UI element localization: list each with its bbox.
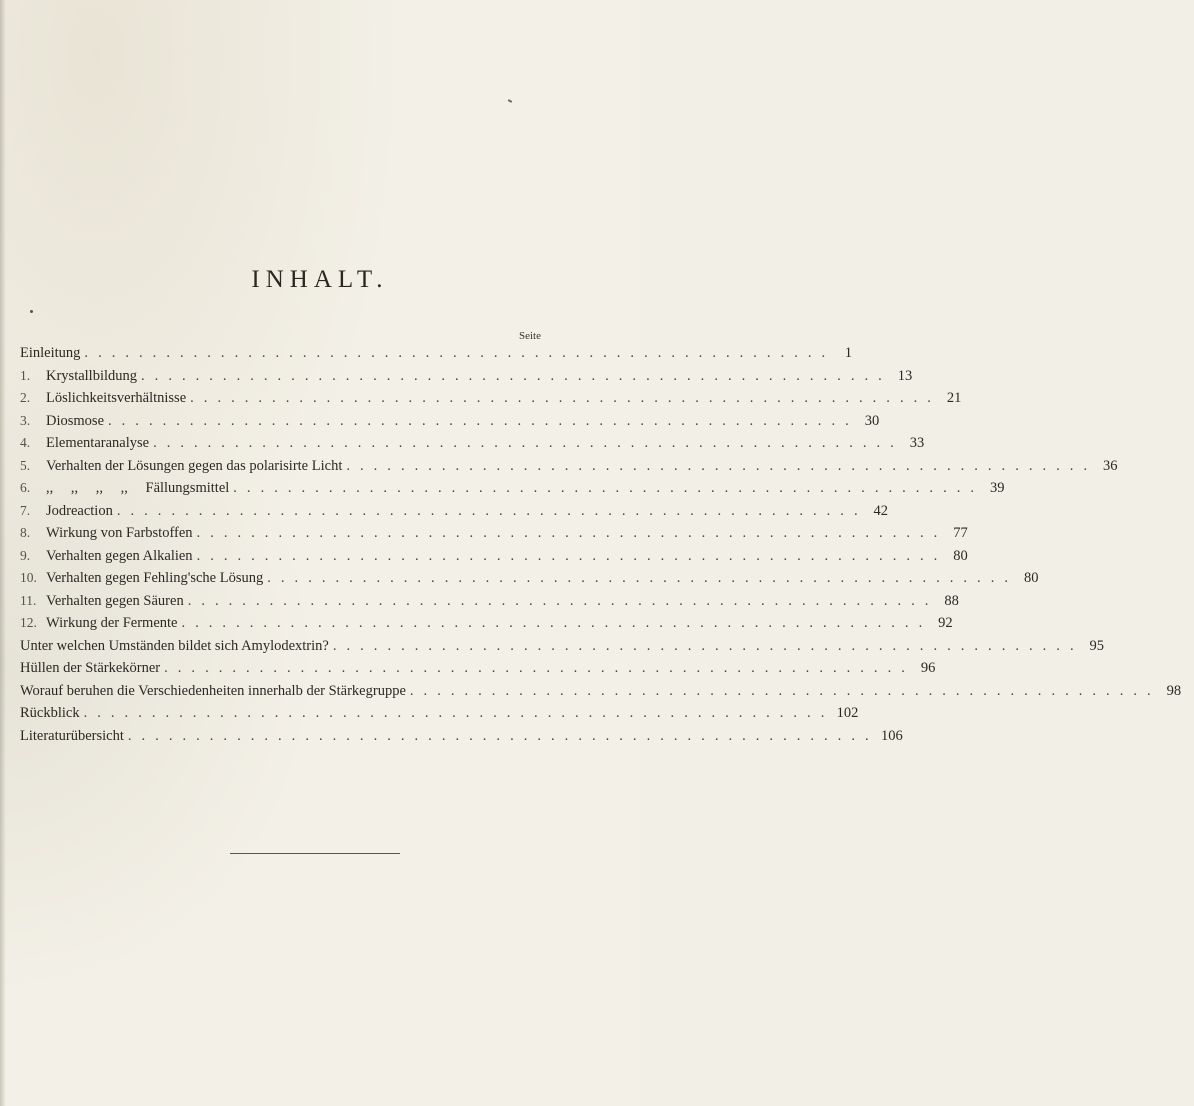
toc-entry-page: 77	[953, 525, 968, 541]
toc-entry-text: Worauf beruhen die Verschiedenheiten innerhalb der Stärkegruppe	[20, 682, 406, 699]
toc-entry-number: 10.	[20, 570, 37, 585]
toc-entry-4	[20, 432, 925, 455]
toc-entry-huellen	[20, 657, 936, 680]
toc-entry-page: 33	[909, 435, 925, 451]
toc-entry-number: 12.	[20, 615, 37, 630]
toc-entry-11	[20, 590, 959, 613]
toc-entry-page: 36	[1103, 457, 1118, 474]
dot-leader: . . . . . . . . . . . . . . . . . . . . . . . . . . . . . . . . . . . . . . . . . . . . . . . . . . . . . . .	[181, 615, 926, 631]
toc-entry-number: 4.	[20, 435, 31, 450]
page-column-header: Seite	[519, 330, 541, 342]
toc-entry-page: 95	[1089, 637, 1105, 654]
toc-entry-8	[20, 522, 968, 545]
dot-leader: . . . . . . . . . . . . . . . . . . . . . . . . . . . . . . . . . . . . . . . . . . . . . . . . . . . . . . .	[116, 502, 861, 519]
table-of-contents	[20, 342, 1182, 747]
dot-leader: . . . . . . . . . . . . . . . . . . . . . . . . . . . . . . . . . . . . . . . . . . . . . . . . . . . . . . .	[108, 412, 852, 429]
paper-speck	[508, 99, 512, 103]
toc-entry-einleitung	[20, 342, 852, 365]
toc-entry-rueckblick	[20, 702, 859, 725]
toc-entry-text: Einleitung	[20, 345, 81, 361]
dot-leader: . . . . . . . . . . . . . . . . . . . . . . . . . . . . . . . . . . . . . . . . . . . . . . . . . . . . . . .	[141, 367, 885, 384]
toc-entry-page: 80	[953, 547, 968, 564]
toc-entry-text: Löslichkeitsverhältnisse	[46, 390, 187, 406]
toc-entry-literatur	[20, 725, 903, 748]
toc-entry-page: 1	[844, 345, 852, 361]
toc-entry-text: Rückblick	[20, 705, 80, 721]
toc-entry-text: Wirkung der Fermente	[46, 615, 178, 631]
dot-leader: . . . . . . . . . . . . . . . . . . . . . . . . . . . . . . . . . . . . . . . . . . . . . . . . . . . . . . .	[190, 390, 935, 406]
dot-leader: . . . . . . . . . . . . . . . . . . . . . . . . . . . . . . . . . . . . . . . . . . . . . . . . . . . . . . .	[164, 660, 909, 676]
closing-rule	[230, 853, 400, 854]
toc-entry-page: 102	[836, 705, 859, 721]
page-edge-shadow	[0, 0, 6, 1106]
dot-leader: . . . . . . . . . . . . . . . . . . . . . . . . . . . . . . . . . . . . . . . . . . . . . . . . . . . . . . .	[409, 682, 1154, 699]
toc-entry-number: 5.	[20, 457, 31, 473]
toc-entry-text: Krystallbildung	[46, 367, 138, 384]
toc-entry-page: 92	[938, 615, 953, 631]
toc-entry-page: 96	[920, 660, 936, 676]
toc-entry-12	[20, 612, 953, 635]
toc-entry-number: 6.	[20, 480, 31, 495]
toc-entry-text: Hüllen der Stärkekörner	[20, 660, 161, 676]
toc-entry-text: Literaturübersicht	[20, 727, 124, 744]
toc-entry-text: Jodreaction	[46, 502, 113, 519]
toc-entry-verschiedenheiten	[20, 680, 1182, 703]
toc-entry-page: 80	[1023, 570, 1039, 586]
toc-entry-text: Elementaranalyse	[46, 435, 150, 451]
toc-entry-number: 7.	[20, 502, 31, 518]
toc-entry-text: Verhalten gegen Fehling'sche Lösung	[46, 570, 264, 586]
toc-entry-amylodextrin	[20, 635, 1105, 658]
toc-entry-number: 11.	[20, 592, 37, 608]
toc-entry-page: 21	[946, 390, 962, 406]
toc-entry-2	[20, 387, 962, 410]
toc-entry-page: 88	[944, 592, 959, 609]
toc-entry-number: 9.	[20, 547, 31, 563]
toc-entry-text: Unter welchen Umständen bildet sich Amylodextrin?	[20, 637, 329, 654]
dot-leader: . . . . . . . . . . . . . . . . . . . . . . . . . . . . . . . . . . . . . . . . . . . . . . . . . . . . . . .	[127, 727, 872, 744]
toc-entry-5	[20, 455, 1118, 478]
toc-entry-page: 13	[897, 367, 913, 384]
toc-entry-text: Diosmose	[46, 412, 104, 429]
dot-leader: . . . . . . . . . . . . . . . . . . . . . . . . . . . . . . . . . . . . . . . . . . . . . . . . . . . . . . .	[196, 547, 941, 564]
toc-entry-page: 106	[880, 727, 903, 744]
toc-entry-text: Verhalten gegen Säuren	[46, 592, 184, 609]
toc-entry-number: 1.	[20, 367, 31, 383]
toc-entry-number: 3.	[20, 412, 31, 428]
toc-entry-10	[20, 567, 1039, 590]
toc-entry-text: Verhalten der Lösungen gegen das polarisirte Licht	[46, 457, 343, 474]
toc-entry-number: 8.	[20, 525, 31, 540]
toc-entry-text: Wirkung von Farbstoffen	[46, 525, 193, 541]
dot-leader: . . . . . . . . . . . . . . . . . . . . . . . . . . . . . . . . . . . . . . . . . . . . . . . . . . . . . . .	[332, 637, 1077, 654]
dot-leader: . . . . . . . . . . . . . . . . . . . . . . . . . . . . . . . . . . . . . . . . . . . . . . . . . . . . . . .	[153, 435, 897, 451]
dot-leader: . . . . . . . . . . . . . . . . . . . . . . . . . . . . . . . . . . . . . . . . . . . . . . . . . . . . . . .	[84, 345, 829, 361]
toc-entry-page: 39	[989, 480, 1005, 496]
toc-entry-text: ,, ,, ,, ,, Fällungsmittel	[46, 480, 230, 496]
paper-speck	[30, 310, 33, 313]
toc-entry-3	[20, 410, 880, 433]
page-title: INHALT.	[251, 266, 389, 293]
dot-leader: . . . . . . . . . . . . . . . . . . . . . . . . . . . . . . . . . . . . . . . . . . . . . . . . . . . . . . .	[187, 592, 932, 609]
toc-entry-number: 2.	[20, 390, 31, 405]
dot-leader: . . . . . . . . . . . . . . . . . . . . . . . . . . . . . . . . . . . . . . . . . . . . . . . . . . . . . . .	[83, 705, 828, 721]
dot-leader: . . . . . . . . . . . . . . . . . . . . . . . . . . . . . . . . . . . . . . . . . . . . . . . . . . . . . . .	[233, 480, 978, 496]
toc-entry-7	[20, 500, 889, 523]
dot-leader: . . . . . . . . . . . . . . . . . . . . . . . . . . . . . . . . . . . . . . . . . . . . . . . . . . . . . . .	[196, 525, 941, 541]
toc-entry-page: 42	[873, 502, 889, 519]
toc-entry-page: 98	[1166, 682, 1182, 699]
dot-leader: . . . . . . . . . . . . . . . . . . . . . . . . . . . . . . . . . . . . . . . . . . . . . . . . . . . . . . .	[346, 457, 1091, 474]
toc-entry-9	[20, 545, 968, 568]
toc-entry-page: 30	[864, 412, 880, 429]
toc-entry-text: Verhalten gegen Alkalien	[46, 547, 193, 564]
toc-entry-1	[20, 365, 913, 388]
dot-leader: . . . . . . . . . . . . . . . . . . . . . . . . . . . . . . . . . . . . . . . . . . . . . . . . . . . . . . .	[267, 570, 1012, 586]
toc-entry-6	[20, 477, 1005, 500]
